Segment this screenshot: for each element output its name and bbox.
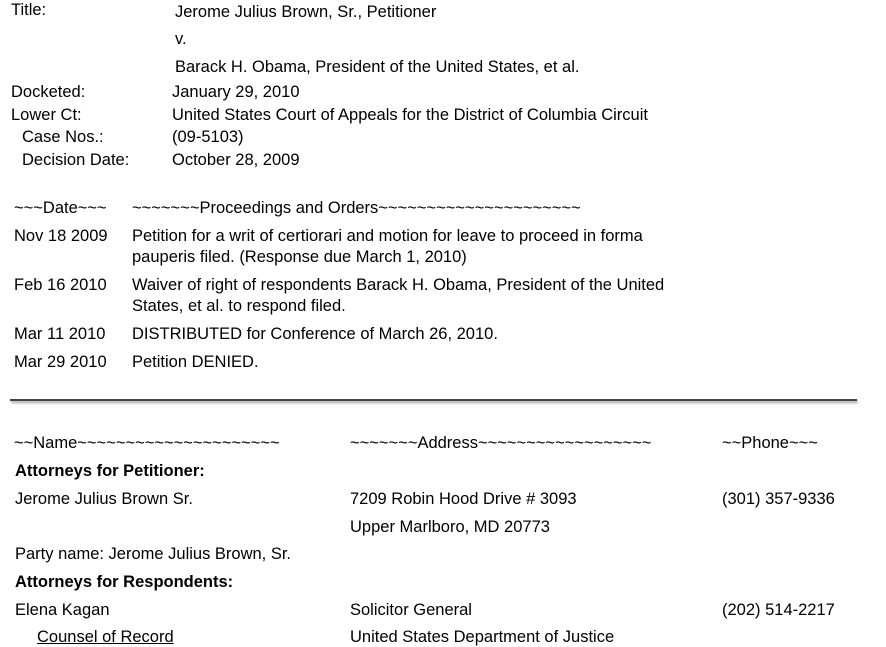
proceeding-text: Petition for a writ of certiorari and motion for leave to proceed in forma <box>132 227 643 245</box>
attorney-phone: (301) 357-9336 <box>722 490 835 508</box>
proceeding-text: DISTRIBUTED for Conference of March 26, 2010. <box>132 325 498 343</box>
party-name: Party name: Jerome Julius Brown, Sr. <box>15 545 292 563</box>
name-column-header: ~~Name~~~~~~~~~~~~~~~~~~~~~ <box>14 434 280 452</box>
petitioner-attorneys-heading: Attorneys for Petitioner: <box>15 462 205 480</box>
proceeding-text: Petition DENIED. <box>132 353 259 371</box>
proceeding-date: Mar 29 2010 <box>14 353 107 371</box>
section-divider <box>10 399 857 401</box>
respondent-attorneys-heading: Attorneys for Respondents: <box>15 573 234 591</box>
versus-caption: v. <box>175 30 187 48</box>
proceeding-text-continued: pauperis filed. (Response due March 1, 2010) <box>132 248 467 266</box>
proceeding-date: Mar 11 2010 <box>14 325 106 343</box>
docketed-value: January 29, 2010 <box>172 83 300 101</box>
counsel-of-record-label: Counsel of Record <box>37 628 174 646</box>
address-column-header: ~~~~~~~Address~~~~~~~~~~~~~~~~~~ <box>350 434 652 452</box>
case-nos-value: (09-5103) <box>172 128 244 146</box>
lower-ct-value: United States Court of Appeals for the District of Columbia Circuit <box>172 106 648 124</box>
phone-column-header: ~~Phone~~~ <box>722 434 818 452</box>
proceeding-date: Nov 18 2009 <box>14 227 108 245</box>
attorney-name: Elena Kagan <box>15 601 110 619</box>
attorney-address: 7209 Robin Hood Drive # 3093 <box>350 490 577 508</box>
proceeding-text-continued: States, et al. to respond filed. <box>132 297 346 315</box>
proceeding-date: Feb 16 2010 <box>14 276 107 294</box>
docketed-label: Docketed: <box>11 83 86 101</box>
attorney-name: Jerome Julius Brown Sr. <box>15 490 193 508</box>
title-label: Title: <box>11 1 47 19</box>
respondent-caption: Barack H. Obama, President of the United States, et al. <box>175 58 580 76</box>
attorney-phone: (202) 514-2217 <box>722 601 835 619</box>
attorney-address-line2: United States Department of Justice <box>350 628 615 646</box>
petitioner-caption: Jerome Julius Brown, Sr., Petitioner <box>175 3 437 21</box>
attorney-address-line2: Upper Marlboro, MD 20773 <box>350 518 550 536</box>
proceedings-column-header: ~~~~~~~Proceedings and Orders~~~~~~~~~~~~~~~~~~~~~ <box>132 199 581 217</box>
attorney-address: Solicitor General <box>350 601 472 619</box>
lower-ct-label: Lower Ct: <box>11 106 82 124</box>
case-nos-label: Case Nos.: <box>22 128 104 146</box>
proceeding-text: Waiver of right of respondents Barack H. Obama, President of the United <box>132 276 665 294</box>
decision-date-label: Decision Date: <box>22 151 130 169</box>
decision-date-value: October 28, 2009 <box>172 151 300 169</box>
date-column-header: ~~~Date~~~ <box>14 199 107 217</box>
